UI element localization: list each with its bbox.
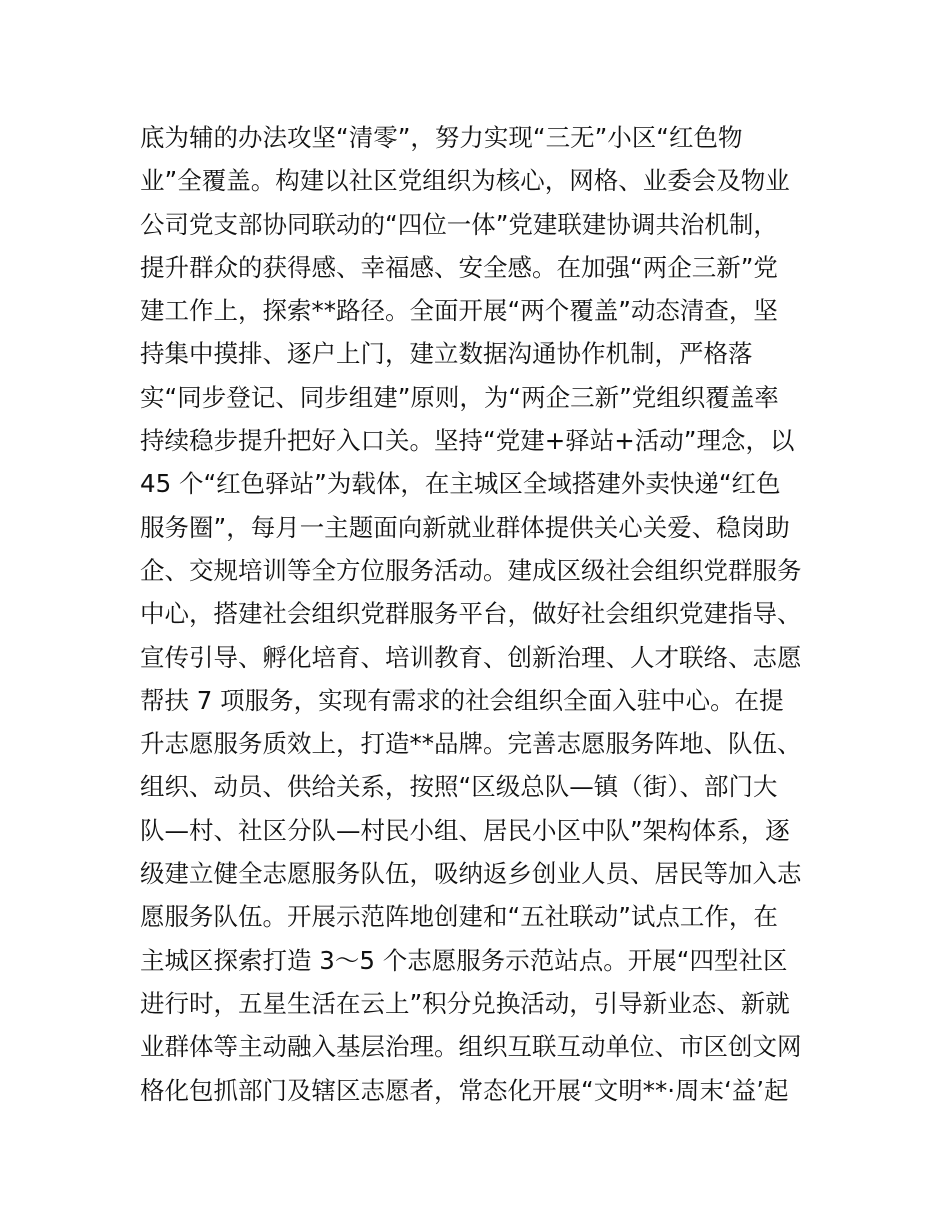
text-line: 公司党支部协同联动的“四位一体”党建联建协调共治机制， [140, 209, 778, 239]
text-line: 持集中摸排、逐户上门，建立数据沟通协作机制，严格落 [140, 339, 753, 369]
text-line: 建工作上，探索**路径。全面开展“两个覆盖”动态清查，坚 [140, 296, 778, 326]
text-line: 企、交规培训等全方位服务活动。建成区级社会组织党群服务 [140, 555, 802, 585]
text-line: 升志愿服务质效上，打造**品牌。完善志愿服务阵地、队伍、 [140, 729, 802, 759]
body-paragraph [140, 116, 820, 1112]
text-line: 主城区探索打造 3～5 个志愿服务示范站点。开展“四型社区 [140, 945, 788, 975]
text-line: 格化包抓部门及辖区志愿者，常态化开展“文明**·周末‘益’起 [140, 1075, 789, 1105]
text-line: 持续稳步提升把好入口关。坚持“党建+驿站+活动”理念，以 [140, 426, 795, 456]
text-line: 组织、动员、供给关系，按照“区级总队—镇（街）、部门大 [140, 772, 778, 802]
text-line: 底为辅的办法攻坚“清零”，努力实现“三无”小区“红色物 [140, 123, 743, 152]
text-line: 帮扶 7 项服务，实现有需求的社会组织全面入驻中心。在提 [140, 685, 784, 715]
text-line: 提升群众的获得感、幸福感、安全感。在加强“两企三新”党 [140, 252, 778, 282]
text-line: 中心，搭建社会组织党群服务平台，做好社会组织党建指导、 [140, 599, 802, 629]
text-line: 进行时，五星生活在云上”积分兑换活动，引导新业态、新就 [140, 988, 790, 1018]
text-line: 宣传引导、孵化培育、培训教育、创新治理、人才联络、志愿 [140, 642, 802, 672]
text-line: 业”全覆盖。构建以社区党组织为核心，网格、业委会及物业 [140, 166, 790, 196]
text-line: 愿服务队伍。开展示范阵地创建和“五社联动”试点工作，在 [140, 902, 778, 932]
text-line: 实“同步登记、同步组建”原则，为“两企三新”党组织覆盖率 [140, 382, 779, 412]
text-line: 业群体等主动融入基层治理。组织互联互动单位、市区创文网 [140, 1032, 802, 1062]
text-line: 队—村、社区分队—村民小组、居民小区中队”架构体系，逐 [140, 815, 790, 845]
text-line: 45 个“红色驿站”为载体，在主城区全域搭建外卖快递“红色 [140, 469, 781, 499]
text-line: 服务圈”，每月一主题面向新就业群体提供关心关爱、稳岗助 [140, 512, 790, 542]
text-line: 级建立健全志愿服务队伍，吸纳返乡创业人员、居民等加入志 [140, 859, 802, 889]
